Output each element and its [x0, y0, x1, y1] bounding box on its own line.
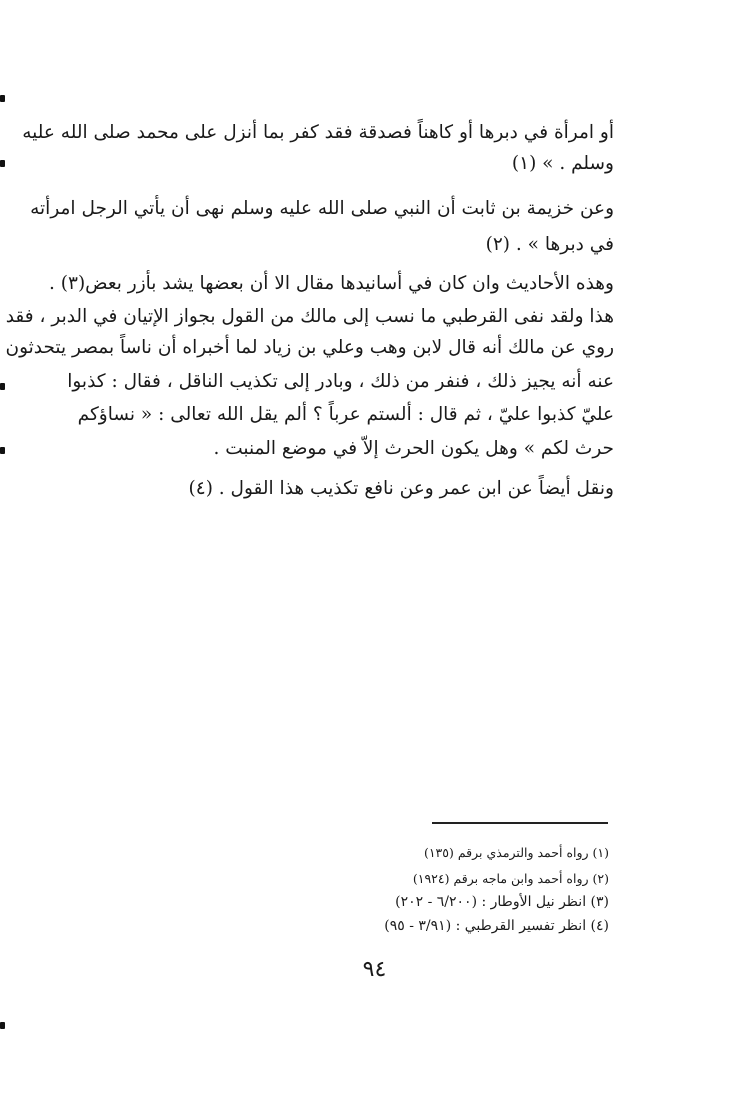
margin-mark	[0, 160, 5, 167]
text-line: وهذه الأحاديث وان كان في أسانيدها مقال الا أن بعضها يشد بأزر بعض(٣) .	[49, 273, 614, 294]
margin-mark	[0, 95, 5, 102]
text-line: في دبرها » . (٢)	[485, 234, 614, 255]
footnote: (١) رواه أحمد والترمذي برقم (١٣٥)	[423, 845, 609, 860]
margin-mark	[0, 1022, 5, 1029]
footnote: (٤) انظر تفسير القرطبي : (٣/٩١ - ٩٥)	[384, 918, 609, 934]
footnote: (٣) انظر نيل الأوطار : (٦/٢٠٠ - ٢٠٢)	[395, 894, 609, 910]
text-line: روي عن مالك أنه قال لابن وهب وعلي بن زياد لما أخبراه أن ناساً بمصر يتحدثون	[5, 337, 614, 358]
margin-mark	[0, 447, 5, 454]
footnote: (٢) رواه أحمد وابن ماجه برقم (١٩٢٤)	[412, 871, 609, 886]
margin-mark	[0, 383, 5, 390]
footnote-separator	[432, 822, 608, 824]
text-line: عنه أنه يجيز ذلك ، فنفر من ذلك ، وبادر إلى تكذيب الناقل ، فقال : كذبوا	[67, 371, 614, 392]
text-line: أو امرأة في دبرها أو كاهناً فصدقة فقد كفر بما أنزل على محمد صلى الله عليه	[22, 122, 614, 143]
text-line: ونقل أيضاً عن ابن عمر وعن نافع تكذيب هذا القول . (٤)	[188, 478, 614, 499]
text-line: وسلم . » (١)	[511, 153, 614, 174]
page-number: ٩٤	[362, 957, 387, 982]
text-line: وعن خزيمة بن ثابت أن النبي صلى الله عليه وسلم نهى أن يأتي الرجل امرأته	[30, 198, 614, 219]
main-text	[5, 0, 614, 520]
text-line: هذا ولقد نفى القرطبي ما نسب إلى مالك من القول بجواز الإتيان في الدبر ، فقد	[5, 306, 614, 327]
text-line: عليّ كذبوا عليّ ، ثم قال : ألستم عرباً ؟ ألم يقل الله تعالى : « نساؤكم	[77, 404, 614, 425]
text-line: حرث لكم » وهل يكون الحرث إلاّ في موضع المنبت .	[213, 438, 614, 459]
